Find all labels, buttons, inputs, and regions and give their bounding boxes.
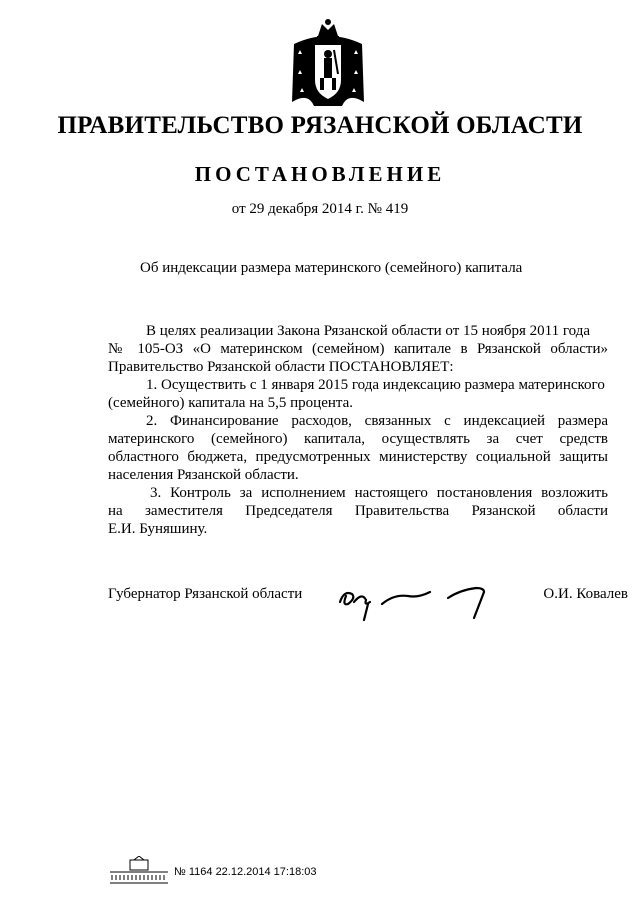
item3-line-3: Е.И. Буняшину. xyxy=(108,521,208,537)
document-subject: Об индексации размера материнского (семейного) капитала xyxy=(140,260,523,276)
item2-line-1: 2. Финансирование расходов, связанных с индексацией размера xyxy=(146,413,608,429)
organization-title: ПРАВИТЕЛЬСТВО РЯЗАНСКОЙ ОБЛАСТИ xyxy=(57,112,583,139)
registration-stamp-icon xyxy=(108,856,170,886)
handwritten-signature xyxy=(334,580,504,630)
ryazan-coat-of-arms-icon xyxy=(288,14,368,114)
item2-line-3: областного бюджета, предусмотренных министерству социальной защиты xyxy=(108,449,608,465)
registration-stamp xyxy=(108,856,468,892)
preamble-line-1: В целях реализации Закона Рязанской области от 15 ноября 2011 года xyxy=(146,323,591,339)
preamble-line-3: Правительство Рязанской области ПОСТАНОВЛЯЕТ: xyxy=(108,359,454,375)
signatory-name: О.И. Ковалев xyxy=(543,586,628,602)
item3-line-2: на заместителя Председателя Правительства Рязанской области xyxy=(108,503,608,519)
signature-block xyxy=(108,580,628,640)
registration-number-timestamp: № 1164 22.12.2014 17:18:03 xyxy=(174,866,317,878)
document-date-number: от 29 декабря 2014 г. № 419 xyxy=(231,201,409,217)
item2-line-4: населения Рязанской области. xyxy=(108,467,299,483)
item1-line-1: 1. Осуществить с 1 января 2015 года индексацию размера материнского xyxy=(146,377,605,393)
signatory-title: Губернатор Рязанской области xyxy=(108,586,303,602)
item3-line-1: 3. Контроль за исполнением настоящего постановления возложить xyxy=(150,485,608,501)
item1-line-2: (семейного) капитала на 5,5 процента. xyxy=(108,395,354,411)
preamble-line-2: № 105-ОЗ «О материнском (семейном) капитале в Рязанской области» xyxy=(108,341,608,357)
item2-line-2: материнского (семейного) капитала, осуществлять за счет средств xyxy=(108,431,608,447)
document-type: ПОСТАНОВЛЕНИЕ xyxy=(194,162,446,186)
